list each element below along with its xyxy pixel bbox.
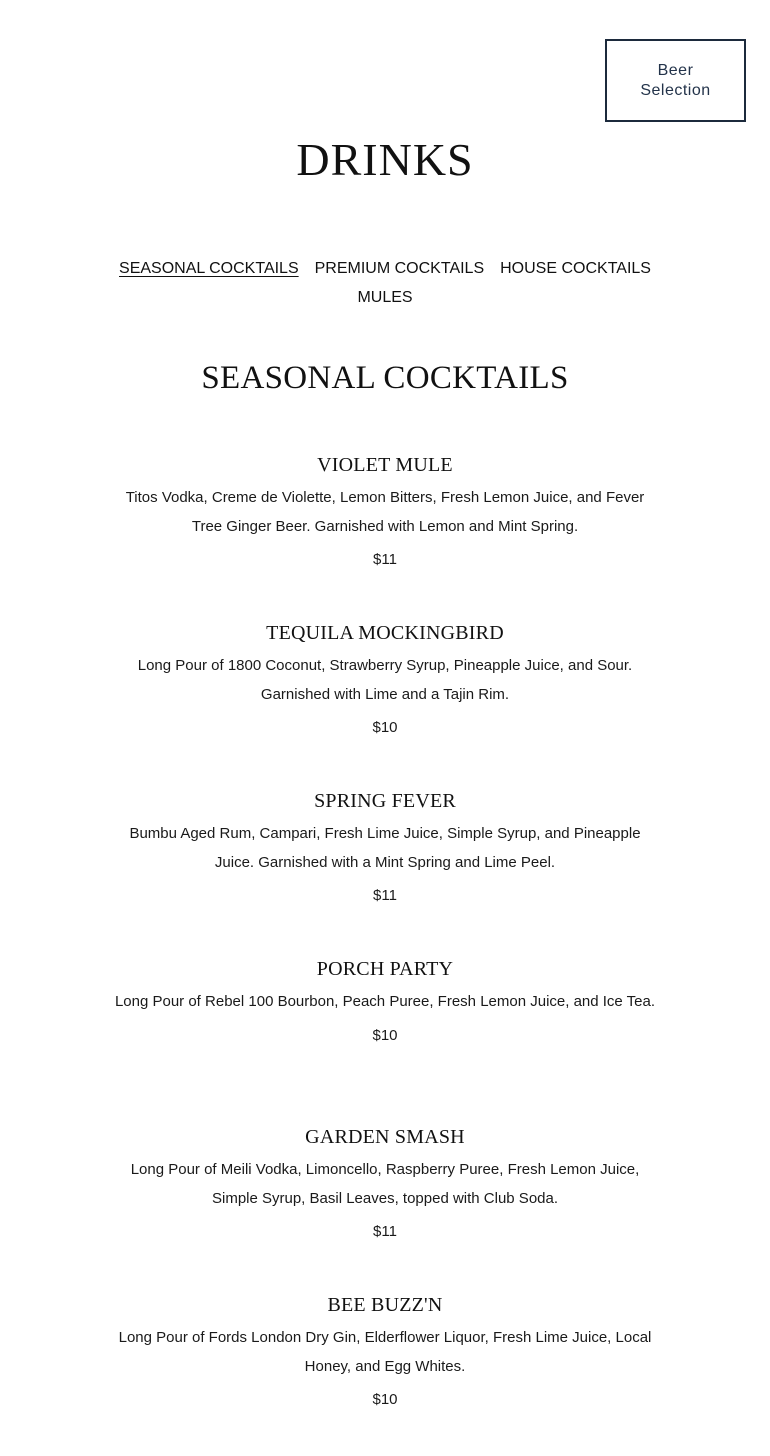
- item-description: Long Pour of 1800 Coconut, Strawberry Syrup, Pineapple Juice, and Sour. Garnished with Lime and a Tajin Rim.: [137, 657, 633, 703]
- tab-house-cocktails[interactable]: HOUSE COCKTAILS: [500, 260, 651, 277]
- menu-item: [110, 616, 660, 784]
- tab-premium-cocktails[interactable]: PREMIUM COCKTAILS: [314, 260, 485, 277]
- menu-item: [110, 1288, 660, 1456]
- item-name: BEE BUZZ'N: [327, 1294, 443, 1316]
- category-tabs: [100, 254, 670, 312]
- item-name: PORCH PARTY: [316, 958, 454, 980]
- menu-item: [110, 448, 660, 616]
- item-description: Long Pour of Fords London Dry Gin, Elderflower Liquor, Fresh Lime Juice, Local Honey, and Egg Whites.: [118, 1329, 652, 1375]
- menu-list: [110, 448, 660, 1456]
- item-price: $10: [372, 1026, 398, 1044]
- item-price: $11: [373, 551, 397, 568]
- item-description: Long Pour of Rebel 100 Bourbon, Peach Puree, Fresh Lemon Juice, and Ice Tea.: [114, 993, 656, 1010]
- item-price: $10: [372, 719, 398, 736]
- tab-seasonal-cocktails[interactable]: SEASONAL COCKTAILS: [119, 260, 299, 277]
- menu-item: [110, 1120, 660, 1288]
- item-name: TEQUILA MOCKINGBIRD: [266, 622, 504, 644]
- item-price: $11: [373, 1223, 397, 1240]
- item-price: $10: [372, 1391, 398, 1408]
- item-description: Long Pour of Meili Vodka, Limoncello, Raspberry Puree, Fresh Lemon Juice, Simple Syrup, Basil Leaves, topped with Club Soda.: [130, 1161, 640, 1207]
- item-name: GARDEN SMASH: [305, 1126, 465, 1148]
- section-title: SEASONAL COCKTAILS: [201, 360, 569, 396]
- menu-item: [110, 952, 660, 1120]
- item-name: SPRING FEVER: [314, 790, 456, 812]
- page-title: DRINKS: [296, 134, 474, 185]
- item-description: Bumbu Aged Rum, Campari, Fresh Lime Juice, Simple Syrup, and Pineapple Juice. Garnished with a Mint Spring and Lime Peel.: [129, 825, 641, 871]
- item-name: VIOLET MULE: [317, 454, 453, 476]
- beer-selection-button[interactable]: Beer Selection: [605, 39, 746, 122]
- menu-item: [110, 784, 660, 952]
- item-description: Titos Vodka, Creme de Violette, Lemon Bitters, Fresh Lemon Juice, and Fever Tree Ginger Beer. Garnished with Lemon and Mint Spring.: [125, 489, 645, 535]
- tab-mules[interactable]: MULES: [357, 289, 413, 306]
- item-price: $11: [373, 887, 397, 904]
